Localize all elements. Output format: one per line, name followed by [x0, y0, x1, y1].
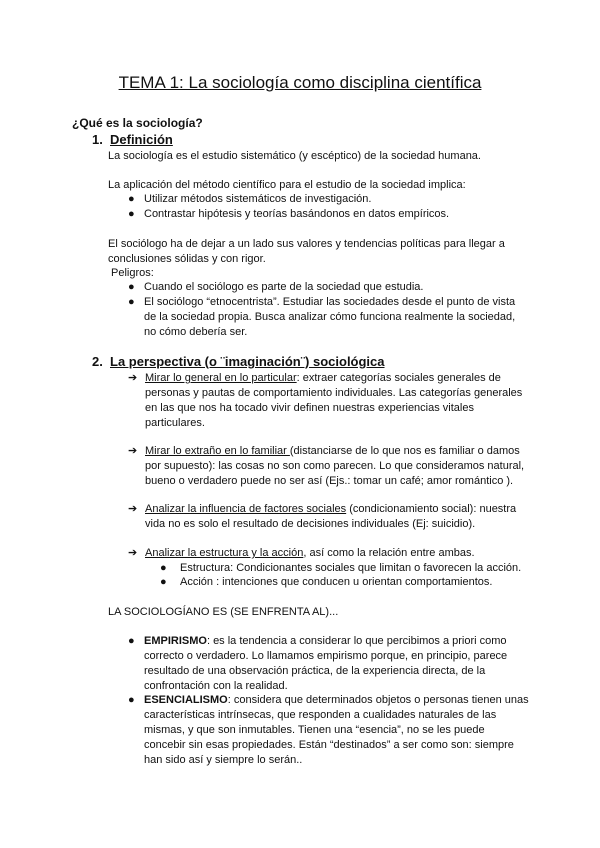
- dangers-label: Peligros:: [111, 267, 154, 279]
- section-2-title: La perspectiva (o ¨imaginación¨) sociológica: [110, 354, 385, 369]
- bullet-icon: ●: [128, 208, 135, 220]
- term-description: : es la tendencia a considerar lo que percibimos a priori como correcto o verdadero. Lo llamamos empirismo porque, en principio, parece resultado de una observación práctica, de la experiencia directa, de la confrontación con la realidad.: [144, 635, 508, 692]
- arrow-icon: ➔: [128, 372, 138, 384]
- list-item-text: [144, 634, 529, 694]
- list-item-text: [145, 444, 530, 489]
- list-item-text: Estructura: Condicionantes sociales que limitan o favorecen la acción.: [180, 562, 522, 574]
- method-intro: La aplicación del método científico para el estudio de la sociedad implica:: [108, 179, 466, 191]
- term-description: : considera que determinados objetos o personas tienen unas características intrínsecas, que responden a cualidades naturales de las mismas, y que son inmutables. Tienen una “esencia”, no se les puede concebir sin esas propiedades. Están “destinados” a ser como son: siempre han sido así y siempre lo serán..: [144, 694, 529, 766]
- faces-label: LA SOCIOLOGÍANO ES (SE ENFRENTA AL)...: [108, 606, 339, 618]
- bullet-icon: ●: [128, 193, 135, 205]
- bullet-icon: ●: [128, 281, 135, 293]
- list-item-text: [145, 371, 530, 431]
- definition-text: La sociología es el estudio sistemático (y escéptico) de la sociedad humana.: [108, 150, 481, 162]
- bullet-icon: ●: [128, 694, 135, 706]
- list-item-text: [145, 502, 530, 532]
- list-item-text: [145, 546, 530, 561]
- list-item-text: Acción : intenciones que conducen u orientan comportamientos.: [180, 576, 493, 588]
- question-heading: ¿Qué es la sociología?: [72, 116, 203, 130]
- item-description: (condicionamiento social): nuestra vida no es solo el resultado de decisiones individuales (Ej: suicidio).: [145, 503, 517, 530]
- item-description: , así como la relación entre ambas.: [303, 547, 475, 559]
- bullet-icon: ●: [160, 562, 167, 574]
- arrow-icon: ➔: [128, 445, 138, 457]
- list-item-text: Utilizar métodos sistemáticos de investigación.: [144, 193, 372, 205]
- underlined-term: Analizar la estructura y la acción: [145, 547, 304, 559]
- underlined-term: Mirar lo extraño en lo familiar: [145, 445, 290, 457]
- list-item-text: El sociólogo “etnocentrista”. Estudiar las sociedades desde el punto de vista de la sociedad propia. Busca analizar cómo funciona realmente la sociedad, no cómo debería ser.: [144, 296, 516, 338]
- underlined-term: Analizar la influencia de factores sociales: [145, 503, 347, 515]
- sociologist-text: El sociólogo ha de dejar a un lado sus valores y tendencias políticas para llegar a conclusiones sólidas y con rigor.: [108, 238, 505, 265]
- section-2-number: 2.: [92, 354, 103, 369]
- section-1-title: Definición: [110, 132, 173, 147]
- list-item-text: Cuando el sociólogo es parte de la sociedad que estudia.: [144, 281, 424, 293]
- bullet-icon: ●: [128, 635, 135, 647]
- section-2-heading: [92, 353, 385, 370]
- item-description: (distanciarse de lo que nos es familiar o damos por supuesto): las cosas no son como parecen. Lo que consideramos natural, bueno o verdadero puede no ser así (Ejs.: tomar un café; amor romántico ).: [145, 445, 525, 487]
- arrow-icon: ➔: [128, 547, 138, 559]
- page-title: TEMA 1: La sociología como disciplina científica: [118, 73, 482, 92]
- section-1-number: 1.: [92, 132, 103, 147]
- underlined-term: Mirar lo general en lo particular: [145, 372, 297, 384]
- section-1-heading: [92, 131, 173, 148]
- bullet-icon: ●: [128, 296, 135, 308]
- term-label: EMPIRISMO: [144, 635, 207, 647]
- bullet-icon: ●: [160, 576, 167, 588]
- arrow-icon: ➔: [128, 503, 138, 515]
- list-item-text: Contrastar hipótesis y teorías basándonos en datos empíricos.: [144, 208, 450, 220]
- term-label: ESENCIALISMO: [144, 694, 228, 706]
- item-description: : extraer categorías sociales generales de personas y pautas de comportamiento individuales. Las categorías generales en las que nos ha tocado vivir definen nuestras experiencias vitales particulares.: [145, 372, 523, 429]
- list-item-text: [144, 693, 529, 768]
